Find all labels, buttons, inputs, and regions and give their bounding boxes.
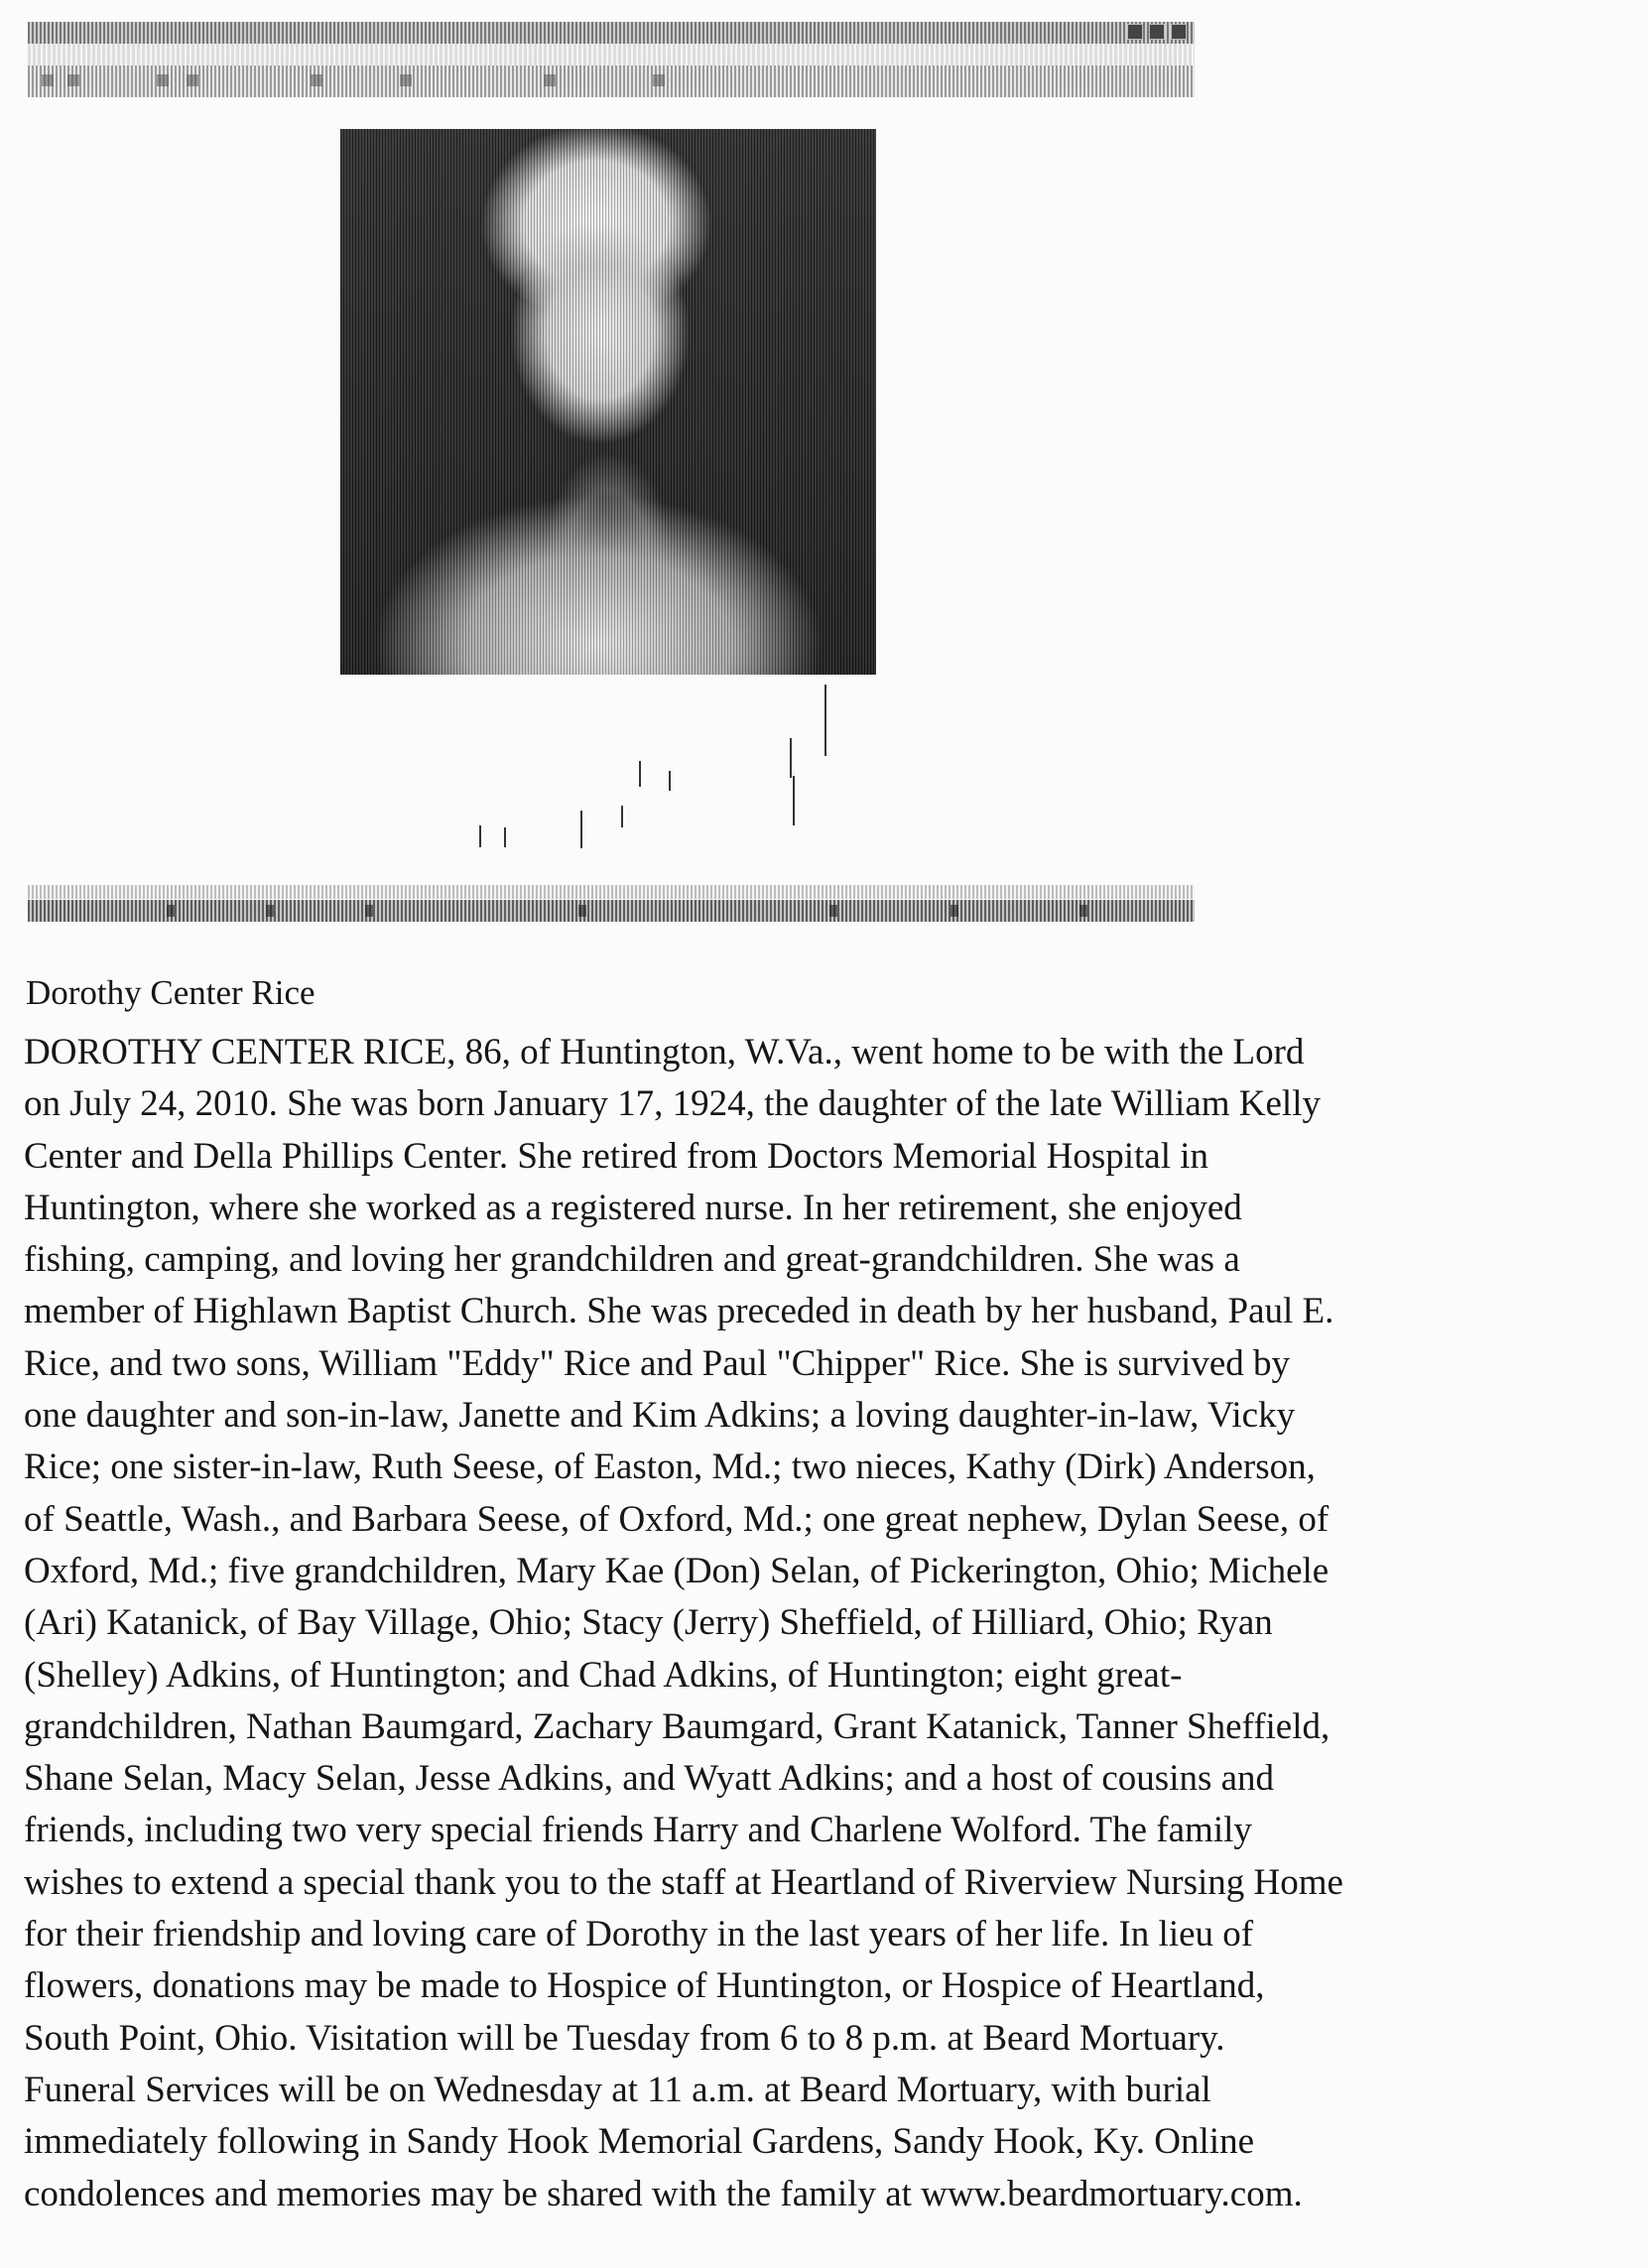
toolbar-icon: [157, 74, 169, 86]
obituary-line: Funeral Services will be on Wednesday at 11 a.m. at Beard Mortuary, with burial: [24, 2069, 1211, 2110]
obituary-line: Huntington, where she worked as a registered nurse. In her retirement, she enjoyed: [24, 1187, 1242, 1228]
obituary-line: flowers, donations may be made to Hospice of Huntington, or Hospice of Heartland,: [24, 1965, 1265, 2007]
obituary-line: friends, including two very special friends Harry and Charlene Wolford. The family: [24, 1810, 1252, 1851]
taskbar-icon: [951, 905, 958, 917]
obituary-line: (Ari) Katanick, of Bay Village, Ohio; Stacy (Jerry) Sheffield, of Hilliard, Ohio; Ryan: [24, 1602, 1273, 1644]
obituary-line: condolences and memories may be shared with the family at www.beardmortuary.com.: [24, 2173, 1303, 2214]
obituary-body: [24, 1027, 1631, 2220]
obituary-line: immediately following in Sandy Hook Memorial Gardens, Sandy Hook, Ky. Online: [24, 2121, 1255, 2163]
toolbar-icon: [187, 74, 198, 86]
obituary-line: Shane Selan, Macy Selan, Jesse Adkins, and Wyatt Adkins; and a host of cousins and: [24, 1758, 1275, 1800]
scan-window-controls: [1127, 24, 1187, 40]
obituary-line: Oxford, Md.; five grandchildren, Mary Kae (Don) Selan, of Pickerington, Ohio; Michele: [24, 1550, 1330, 1591]
close-icon: [1171, 24, 1187, 40]
scan-statusbar: [28, 885, 1195, 899]
portrait-photo: [340, 129, 876, 675]
maximize-icon: [1149, 24, 1165, 40]
toolbar-icon: [311, 74, 322, 86]
scanned-image-viewer-window: [28, 22, 1195, 925]
obituary-line: on July 24, 2010. She was born January 17, 1924, the daughter of the late William Kelly: [24, 1083, 1321, 1125]
toolbar-icon: [544, 74, 556, 86]
toolbar-icon: [67, 74, 79, 86]
obituary-line: Rice; one sister-in-law, Ruth Seese, of Easton, Md.; two nieces, Kathy (Dirk) Anderson,: [24, 1447, 1316, 1488]
obituary-line: South Point, Ohio. Visitation will be Tuesday from 6 to 8 p.m. at Beard Mortuary.: [24, 2017, 1225, 2059]
obituary-line: grandchildren, Nathan Baumgard, Zachary Baumgard, Grant Katanick, Tanner Sheffield,: [24, 1705, 1331, 1747]
scan-toolbar: [28, 65, 1195, 97]
toolbar-icon: [42, 74, 54, 86]
toolbar-icon: [653, 74, 665, 86]
obituary-line: for their friendship and loving care of Dorothy in the last years of her life. In lieu of: [24, 1914, 1254, 1955]
scan-menubar: [28, 44, 1195, 65]
obituary-line: Rice, and two sons, William "Eddy" Rice and Paul "Chipper" Rice. She is survived by: [24, 1342, 1290, 1384]
obituary-line: one daughter and son-in-law, Janette and Kim Adkins; a loving daughter-in-law, Vicky: [24, 1395, 1296, 1437]
obituary-line: DOROTHY CENTER RICE, 86, of Huntington, W.Va., went home to be with the Lord: [24, 1032, 1305, 1072]
taskbar-icon: [829, 905, 837, 917]
obituary-line: member of Highlawn Baptist Church. She was preceded in death by her husband, Paul E.: [24, 1291, 1334, 1332]
scan-titlebar: [28, 22, 1195, 44]
taskbar-icon: [365, 905, 373, 917]
taskbar-icon: [266, 905, 274, 917]
obituary-line: wishes to extend a special thank you to the staff at Heartland of Riverview Nursing Home: [24, 1861, 1343, 1903]
taskbar-icon: [578, 905, 586, 917]
obituary-line: Center and Della Phillips Center. She retired from Doctors Memorial Hospital in: [24, 1135, 1209, 1177]
toolbar-icon: [400, 74, 412, 86]
taskbar-icon: [1079, 905, 1087, 917]
obituary-line: of Seattle, Wash., and Barbara Seese, of Oxford, Md.; one great nephew, Dylan Seese, of: [24, 1498, 1330, 1540]
scan-taskbar: [28, 900, 1195, 922]
obituary-line: (Shelley) Adkins, of Huntington; and Chad Adkins, of Huntington; eight great-: [24, 1654, 1183, 1696]
taskbar-icon: [167, 905, 175, 917]
minimize-icon: [1127, 24, 1143, 40]
obituary-line: fishing, camping, and loving her grandchildren and great-grandchildren. She was a: [24, 1239, 1240, 1281]
obituary-heading: Dorothy Center Rice: [26, 973, 316, 1012]
